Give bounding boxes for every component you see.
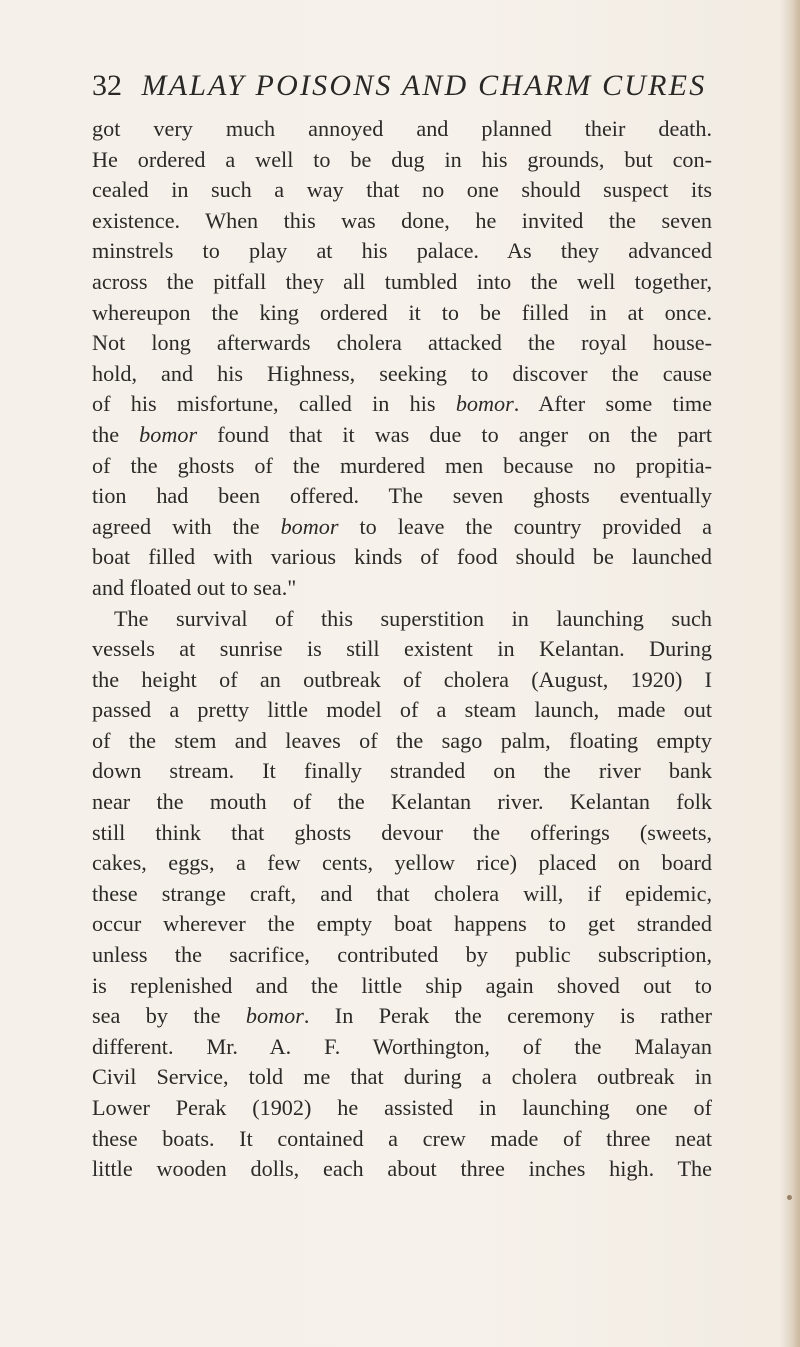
text-segment: across the pitfall they all tumbled into the well together, [92, 268, 712, 294]
body-text [92, 114, 712, 1185]
text-segment: these boats. It contained a crew made of three neat [92, 1125, 712, 1151]
text-line [92, 726, 712, 757]
text-line [92, 389, 712, 420]
italic-term: bomor [280, 513, 339, 539]
text-segment: cealed in such a way that no one should suspect its [92, 177, 712, 203]
text-segment: agreed with the [92, 513, 281, 539]
text-segment: He ordered a well to be dug in his grounds, but con- [92, 146, 712, 172]
text-segment: different. Mr. A. F. Worthington, of the Malayan [92, 1033, 712, 1059]
text-segment: vessels at sunrise is still existent in Kelantan. During [92, 636, 712, 662]
text-line [92, 573, 712, 604]
text-segment: existence. When this was done, he invited the seven [92, 207, 712, 233]
running-title: MALAY POISONS AND CHARM CURES [141, 69, 707, 102]
text-line [92, 787, 712, 818]
text-line [92, 909, 712, 940]
text-line [92, 206, 712, 237]
text-line [92, 971, 712, 1002]
text-line [92, 940, 712, 971]
text-segment: whereupon the king ordered it to be filled in at once. [92, 299, 712, 325]
text-segment: to leave the country provided a [338, 513, 712, 539]
text-segment: . After some time [513, 391, 712, 417]
page-header [92, 66, 732, 106]
text-line [92, 695, 712, 726]
text-line [92, 604, 712, 635]
text-segment: of the ghosts of the murdered men because no propitia- [92, 452, 712, 478]
text-line [92, 175, 712, 206]
text-segment: of the stem and leaves of the sago palm, floating empty [92, 727, 712, 753]
text-segment: tion had been offered. The seven ghosts eventually [92, 483, 712, 509]
text-segment: near the mouth of the Kelantan river. Kelantan folk [92, 789, 712, 815]
text-segment: minstrels to play at his palace. As they advanced [92, 238, 712, 264]
text-line [92, 1154, 712, 1185]
text-line [92, 359, 712, 390]
text-segment: hold, and his Highness, seeking to discover the cause [92, 360, 712, 386]
italic-term: bomor [245, 1003, 304, 1029]
text-segment: these strange craft, and that cholera will, if epidemic, [92, 880, 712, 906]
text-line [92, 879, 712, 910]
text-line [92, 1001, 712, 1032]
text-segment: down stream. It finally stranded on the river bank [92, 758, 712, 784]
text-segment: and floated out to sea." [92, 574, 297, 600]
text-line [92, 756, 712, 787]
text-segment: is replenished and the little ship again shoved out to [92, 972, 712, 998]
text-segment: found that it was due to anger on the part [197, 421, 712, 447]
italic-term: bomor [139, 421, 198, 447]
text-line [92, 1032, 712, 1063]
text-line [92, 1093, 712, 1124]
text-segment: The survival of this superstition in launching such [114, 605, 712, 631]
text-segment: of his misfortune, called in his [92, 391, 456, 417]
text-line [92, 481, 712, 512]
text-line [92, 420, 712, 451]
text-segment: sea by the [92, 1003, 246, 1029]
text-segment: Civil Service, told me that during a cholera outbreak in [92, 1064, 712, 1090]
text-line [92, 145, 712, 176]
text-line [92, 665, 712, 696]
text-segment: cakes, eggs, a few cents, yellow rice) placed on board [92, 850, 712, 876]
text-segment: the [92, 421, 140, 447]
text-segment: occur wherever the empty boat happens to get stranded [92, 911, 712, 937]
text-segment: got very much annoyed and planned their death. [92, 116, 712, 141]
page-edge-shadow [780, 0, 800, 1347]
text-segment: Lower Perak (1902) he assisted in launching one of [92, 1095, 712, 1120]
text-line [92, 298, 712, 329]
text-segment: unless the sacrifice, contributed by public subscription, [92, 942, 712, 968]
text-line [92, 236, 712, 267]
text-segment: Not long afterwards cholera attacked the royal house- [92, 330, 712, 356]
text-line [92, 1062, 712, 1093]
text-segment: . In Perak the ceremony is rather [303, 1003, 713, 1029]
text-line [92, 542, 712, 573]
text-segment: passed a pretty little model of a steam launch, made out [92, 697, 712, 723]
italic-term: bomor [455, 391, 514, 417]
text-line [92, 848, 712, 879]
text-line [92, 451, 712, 482]
text-segment: the height of an outbreak of cholera (August, 1920) I [92, 666, 712, 692]
text-line [92, 267, 712, 298]
text-segment: little wooden dolls, each about three inches high. The [92, 1156, 712, 1182]
text-line [92, 512, 712, 543]
text-segment: still think that ghosts devour the offerings (sweets, [92, 819, 712, 845]
text-line [92, 328, 712, 359]
page-number: 32 [92, 69, 122, 102]
text-line [92, 634, 712, 665]
text-segment: boat filled with various kinds of food should be launched [92, 544, 712, 570]
text-line [92, 114, 712, 145]
text-line [92, 818, 712, 849]
text-line [92, 1124, 712, 1155]
